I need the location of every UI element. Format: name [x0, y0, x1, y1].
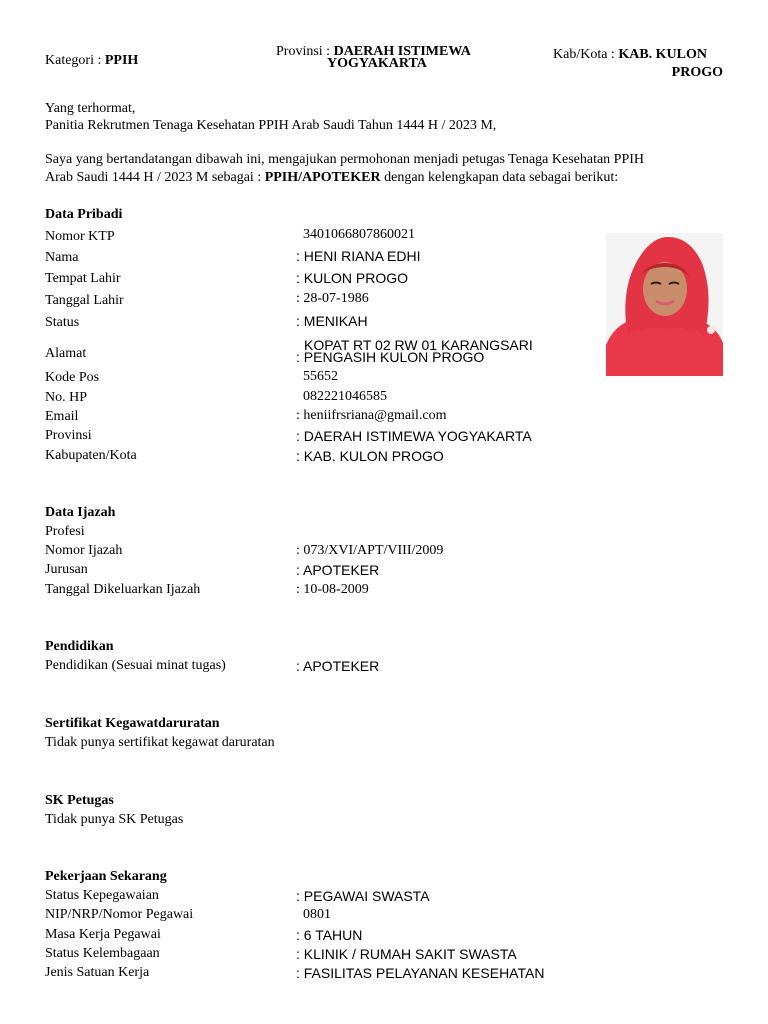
- label-pendidikan: Pendidikan (Sesuai minat tugas): [45, 658, 226, 673]
- value-nama: : HENI RIANA EDHI: [296, 248, 421, 264]
- provinsi-value-line1: DAERAH ISTIMEWA: [333, 44, 471, 59]
- value-nomor-ijazah: : 073/XVI/APT/VIII/2009: [296, 543, 444, 558]
- section-title-pendidikan: Pendidikan: [45, 639, 114, 654]
- recipient: Panitia Rekrutmen Tenaga Kesehatan PPIH Arab Saudi Tahun 1444 H / 2023 M,: [45, 118, 497, 133]
- value-masa-kerja: : 6 TAHUN: [296, 927, 363, 943]
- body-line2: [45, 170, 618, 186]
- position-applied: PPIH/APOTEKER: [264, 170, 381, 185]
- label-kode-pos: Kode Pos: [45, 370, 100, 385]
- label-tempat-lahir: Tempat Lahir: [45, 271, 121, 286]
- label-nip: NIP/NRP/Nomor Pegawai: [45, 907, 194, 922]
- section-title-sertifikat: Sertifikat Kegawatdaruratan: [45, 716, 220, 731]
- label-status-kepegawaian: Status Kepegawaian: [45, 888, 159, 903]
- kabkota-value-line2: PROGO: [671, 65, 723, 80]
- kategori-value: PPIH: [104, 53, 139, 68]
- label-status: Status: [45, 315, 80, 330]
- label-profesi: Profesi: [45, 524, 85, 539]
- value-kode-pos: 55652: [303, 369, 338, 384]
- value-nip: 0801: [303, 907, 331, 922]
- section-title-pekerjaan: Pekerjaan Sekarang: [45, 869, 167, 884]
- label-status-kelembagaan: Status Kelembagaan: [45, 946, 160, 961]
- label-email: Email: [45, 409, 79, 424]
- value-jenis-satuan: : FASILITAS PELAYANAN KESEHATAN: [296, 965, 545, 981]
- value-tempat-lahir: : KULON PROGO: [296, 270, 409, 286]
- section-title-data-ijazah: Data Ijazah: [45, 505, 116, 520]
- section-title-sk-petugas: SK Petugas: [45, 793, 114, 808]
- provinsi-label: Provinsi :: [276, 44, 331, 59]
- header-kategori: [45, 53, 138, 69]
- value-tanggal-ijazah: : 10-08-2009: [296, 582, 369, 597]
- value-status-kelembagaan: : KLINIK / RUMAH SAKIT SWASTA: [296, 946, 517, 962]
- value-no-hp: 082221046585: [303, 389, 387, 404]
- label-tanggal-ijazah: Tanggal Dikeluarkan Ijazah: [45, 582, 201, 597]
- label-kabupaten: Kabupaten/Kota: [45, 448, 137, 463]
- value-kabupaten: : KAB. KULON PROGO: [296, 448, 444, 464]
- value-provinsi: : DAERAH ISTIMEWA YOGYAKARTA: [296, 428, 532, 444]
- value-email: : heniifrsriana@gmail.com: [296, 408, 447, 423]
- label-alamat: Alamat: [45, 346, 87, 361]
- header-kabkota: [553, 47, 707, 63]
- label-jenis-satuan: Jenis Satuan Kerja: [45, 965, 150, 980]
- profile-photo: [606, 233, 723, 376]
- kabkota-label: Kab/Kota :: [553, 47, 615, 62]
- sertifikat-text: Tidak punya sertifikat kegawat daruratan: [45, 735, 275, 750]
- value-jurusan: : APOTEKER: [296, 562, 380, 578]
- section-title-data-pribadi: Data Pribadi: [45, 207, 123, 222]
- body-line2-pre: Arab Saudi 1444 H / 2023 M sebagai :: [45, 170, 262, 185]
- label-provinsi: Provinsi: [45, 428, 92, 443]
- body-line1: Saya yang bertandatangan dibawah ini, mengajukan permohonan menjadi petugas Tenaga Kesehatan PPIH: [45, 152, 645, 167]
- value-tanggal-lahir: : 28-07-1986: [296, 291, 369, 306]
- sk-petugas-text: Tidak punya SK Petugas: [45, 812, 184, 827]
- kabkota-value-line1: KAB. KULON: [618, 47, 708, 62]
- value-status-kepegawaian: : PEGAWAI SWASTA: [296, 888, 430, 904]
- label-nomor-ijazah: Nomor Ijazah: [45, 543, 123, 558]
- label-tanggal-lahir: Tanggal Lahir: [45, 293, 124, 308]
- kategori-label: Kategori :: [45, 53, 102, 68]
- label-nomor-ktp: Nomor KTP: [45, 229, 115, 244]
- label-masa-kerja: Masa Kerja Pegawai: [45, 927, 161, 942]
- value-pendidikan: : APOTEKER: [296, 658, 380, 674]
- label-no-hp: No. HP: [45, 390, 88, 405]
- body-line2-post: dengan kelengkapan data sebagai berikut:: [384, 170, 619, 185]
- greeting: Yang terhormat,: [45, 101, 136, 116]
- provinsi-value-line2: YOGYAKARTA: [327, 56, 427, 71]
- label-nama: Nama: [45, 250, 79, 265]
- label-jurusan: Jurusan: [45, 562, 88, 577]
- value-alamat-line1: KOPAT RT 02 RW 01 KARANGSARI: [304, 337, 533, 353]
- value-status: : MENIKAH: [296, 313, 368, 329]
- value-alamat-line2: : PENGASIH KULON PROGO: [296, 349, 485, 365]
- value-nomor-ktp: 3401066807860021: [303, 227, 415, 242]
